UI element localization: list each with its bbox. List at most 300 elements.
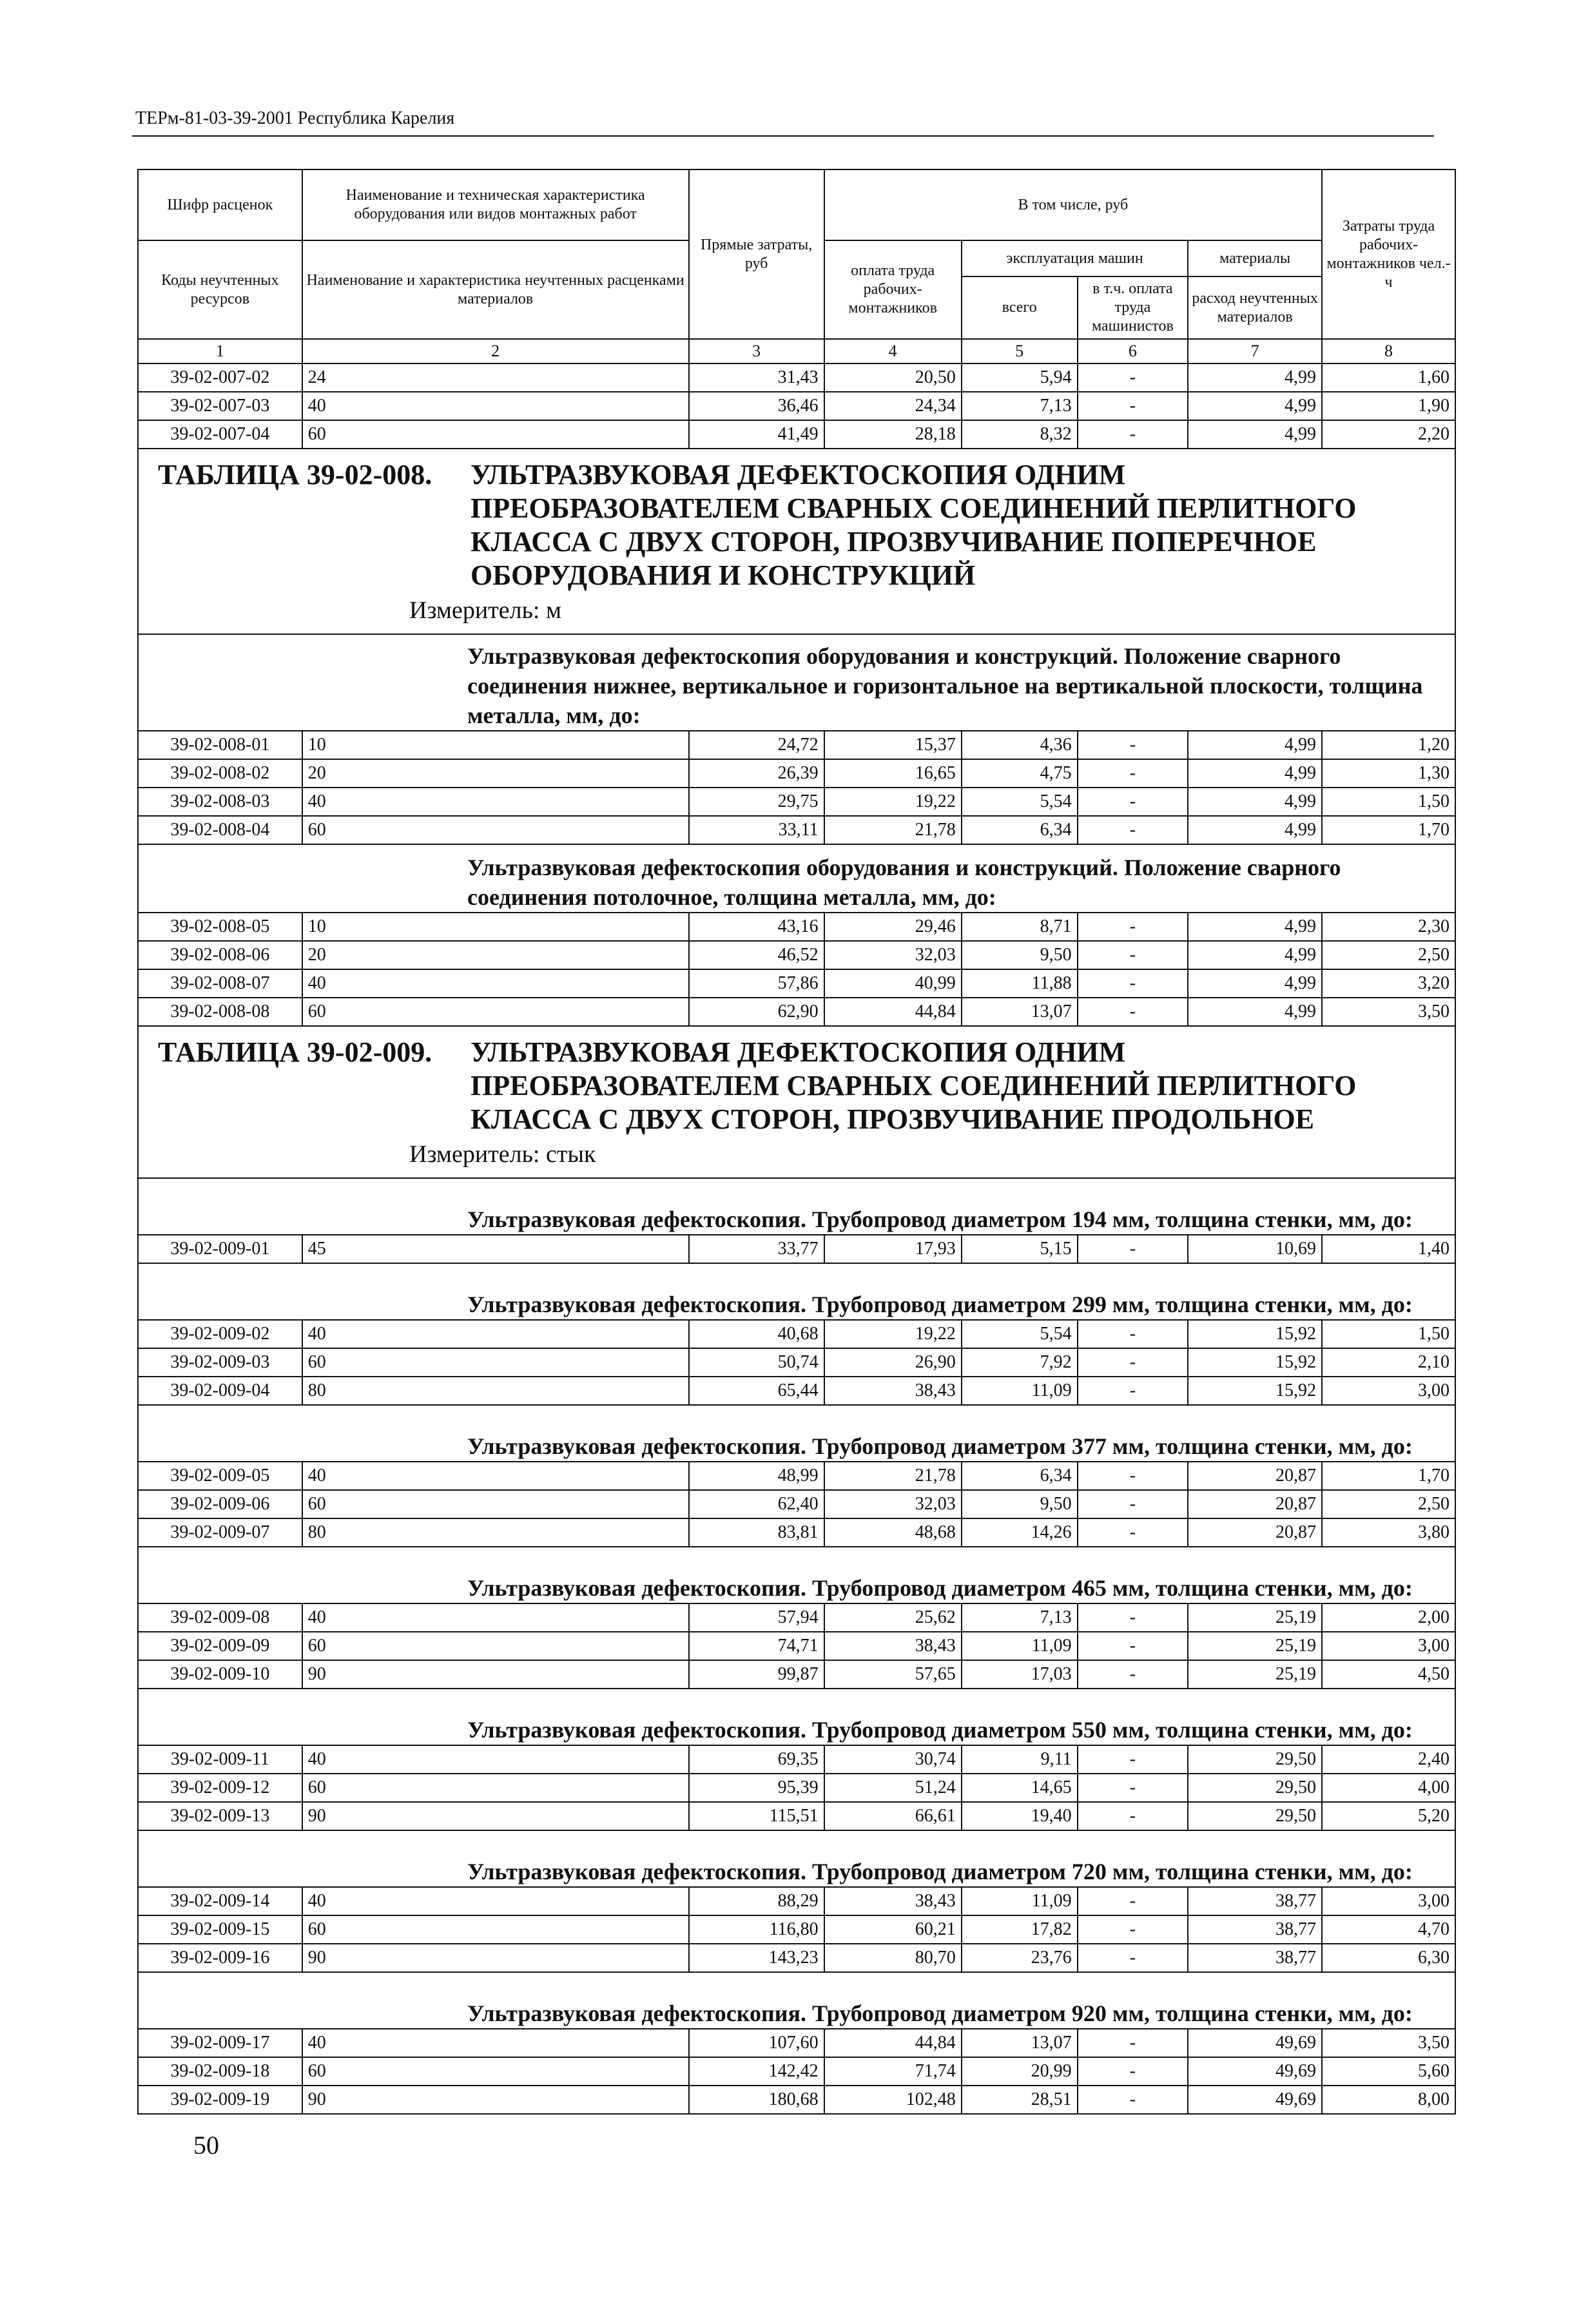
table-cell: 29,50 [1188, 1745, 1322, 1774]
table-cell: - [1078, 1462, 1188, 1490]
table-row [138, 1377, 1455, 1405]
table-cell: - [1078, 816, 1188, 844]
table-cell: 20 [302, 759, 689, 788]
table-cell: 10 [302, 913, 689, 941]
table-cell: 1,70 [1322, 816, 1455, 844]
table-cell: 33,77 [689, 1235, 824, 1263]
table-row [138, 1915, 1455, 1944]
table-cell: 2,50 [1322, 1490, 1455, 1518]
table-number: ТАБЛИЦА 39-02-009. [158, 1036, 432, 1068]
table-cell: 50,74 [689, 1348, 824, 1377]
table-cell: 107,60 [689, 2029, 824, 2057]
table-cell: - [1078, 1348, 1188, 1377]
table-cell: 3,00 [1322, 1377, 1455, 1405]
table-cell: - [1078, 2029, 1188, 2057]
table-cell: 4,99 [1188, 420, 1322, 449]
table-cell: 44,84 [824, 2029, 962, 2057]
table-cell: 39-02-009-19 [138, 2086, 302, 2114]
table-cell: 13,07 [962, 2029, 1078, 2057]
table-title-line: ОБОРУДОВАНИЯ И КОНСТРУКЦИЙ [470, 559, 976, 591]
table-row [138, 420, 1455, 449]
table-cell: 28,51 [962, 2086, 1078, 2114]
table-cell: 39-02-008-05 [138, 913, 302, 941]
table-cell: 39-02-009-05 [138, 1462, 302, 1490]
page-header: ТЕРм-81-03-39-2001 Республика Карелия [135, 108, 455, 128]
table-cell: 11,09 [962, 1632, 1078, 1660]
col-including: В том числе, руб [824, 169, 1322, 240]
table-cell: 20,50 [824, 363, 962, 392]
section-heading: Ультразвуковая дефектоскопия. Трубопровод диаметром 550 мм, толщина стенки, мм, до: [138, 1689, 1455, 1745]
table-cell: 3,00 [1322, 1632, 1455, 1660]
table-cell: 74,71 [689, 1632, 824, 1660]
table-row [138, 1887, 1455, 1915]
table-cell: 90 [302, 1944, 689, 1972]
table-cell: 39-02-009-07 [138, 1518, 302, 1547]
table-cell: 30,74 [824, 1745, 962, 1774]
table-cell: 6,34 [962, 1462, 1078, 1490]
table-title-line: ПРЕОБРАЗОВАТЕЛЕМ СВАРНЫХ СОЕДИНЕНИЙ ПЕРЛИТНОГО [470, 1070, 1357, 1101]
table-cell: 5,15 [962, 1235, 1078, 1263]
table-row [138, 1774, 1455, 1802]
table-cell: 11,09 [962, 1887, 1078, 1915]
table-cell: 39-02-009-14 [138, 1887, 302, 1915]
col-code-top: Шифр расценок [138, 169, 302, 240]
table-cell: 5,94 [962, 363, 1078, 392]
table-cell: 116,80 [689, 1915, 824, 1944]
column-number: 8 [1322, 339, 1455, 363]
table-cell: 1,20 [1322, 731, 1455, 759]
table-cell: 95,39 [689, 1774, 824, 1802]
table-cell: - [1078, 788, 1188, 816]
table-row [138, 2029, 1455, 2057]
table-cell: 4,99 [1188, 816, 1322, 844]
table-cell: 25,19 [1188, 1632, 1322, 1660]
table-row [138, 1462, 1455, 1490]
table-cell: - [1078, 731, 1188, 759]
table-cell: 4,36 [962, 731, 1078, 759]
table-row [138, 1518, 1455, 1547]
section-heading: Ультразвуковая дефектоскопия. Трубопровод диаметром 299 мм, толщина стенки, мм, до: [138, 1263, 1455, 1320]
table-cell: 10,69 [1188, 1235, 1322, 1263]
table-cell: 38,43 [824, 1377, 962, 1405]
table-cell: 90 [302, 1802, 689, 1830]
table-cell: - [1078, 1320, 1188, 1348]
table-cell: 7,13 [962, 392, 1078, 420]
table-cell: 3,20 [1322, 969, 1455, 998]
table-cell: 5,60 [1322, 2057, 1455, 2086]
table-cell: 40 [302, 1320, 689, 1348]
table-title-row [138, 1026, 1455, 1178]
table-cell: 39-02-007-04 [138, 420, 302, 449]
col-name-bottom: Наименование и характеристика неучтенных расценками материалов [302, 240, 689, 339]
table-cell: 17,82 [962, 1915, 1078, 1944]
section-heading: Ультразвуковая дефектоскопия. Трубопровод диаметром 720 мм, толщина стенки, мм, до: [138, 1830, 1455, 1887]
table-cell: 115,51 [689, 1802, 824, 1830]
table-cell: 65,44 [689, 1377, 824, 1405]
table-cell: 40 [302, 969, 689, 998]
table-cell: 29,75 [689, 788, 824, 816]
section-heading-row [138, 1830, 1455, 1887]
table-cell: 60 [302, 2057, 689, 2086]
col-materials: материалы [1188, 240, 1322, 276]
table-cell: 69,35 [689, 1745, 824, 1774]
table-cell: 15,92 [1188, 1348, 1322, 1377]
rates-table [137, 169, 1456, 2115]
table-cell: 33,11 [689, 816, 824, 844]
table-cell: 48,99 [689, 1462, 824, 1490]
table-cell: 39-02-009-18 [138, 2057, 302, 2086]
section-heading: Ультразвуковая дефектоскопия. Трубопровод диаметром 465 мм, толщина стенки, мм, до: [138, 1547, 1455, 1603]
table-cell: 40 [302, 2029, 689, 2057]
col-machines-wages: в т.ч. оплата труда машинистов [1078, 276, 1188, 339]
table-cell: - [1078, 1235, 1188, 1263]
table-cell: 88,29 [689, 1887, 824, 1915]
table-cell: 39-02-009-03 [138, 1348, 302, 1377]
table-cell: 24 [302, 363, 689, 392]
table-cell: 24,72 [689, 731, 824, 759]
table-cell: 4,99 [1188, 731, 1322, 759]
section-heading-row [138, 1263, 1455, 1320]
table-cell: 39-02-007-03 [138, 392, 302, 420]
table-cell: 29,50 [1188, 1774, 1322, 1802]
table-title-line: УЛЬТРАЗВУКОВАЯ ДЕФЕКТОСКОПИЯ ОДНИМ [470, 459, 1126, 490]
table-cell: 8,32 [962, 420, 1078, 449]
section-heading-row [138, 1405, 1455, 1462]
table-cell: 90 [302, 1660, 689, 1689]
table-cell: 38,77 [1188, 1887, 1322, 1915]
table-cell: - [1078, 2057, 1188, 2086]
header-rule [132, 135, 1434, 137]
table-cell: 57,65 [824, 1660, 962, 1689]
table-cell: 49,69 [1188, 2057, 1322, 2086]
table-cell: 40 [302, 1603, 689, 1632]
table-cell: 4,99 [1188, 941, 1322, 969]
table-cell: - [1078, 998, 1188, 1026]
table-cell: 44,84 [824, 998, 962, 1026]
table-cell: 2,40 [1322, 1745, 1455, 1774]
table-title-line: ПРЕОБРАЗОВАТЕЛЕМ СВАРНЫХ СОЕДИНЕНИЙ ПЕРЛИТНОГО [470, 492, 1357, 524]
column-number: 1 [138, 339, 302, 363]
table-cell: 29,46 [824, 913, 962, 941]
table-cell: 8,00 [1322, 2086, 1455, 2114]
table-cell: 51,24 [824, 1774, 962, 1802]
table-cell: 25,19 [1188, 1660, 1322, 1689]
table-cell: 15,37 [824, 731, 962, 759]
table-cell: 32,03 [824, 941, 962, 969]
table-cell: 20,87 [1188, 1518, 1322, 1547]
table-cell: 39-02-009-09 [138, 1632, 302, 1660]
table-cell: 2,30 [1322, 913, 1455, 941]
col-code-bottom: Коды неучтенных ресурсов [138, 240, 302, 339]
table-row [138, 1320, 1455, 1348]
table-cell: 39-02-009-04 [138, 1377, 302, 1405]
table-cell: 9,11 [962, 1745, 1078, 1774]
col-materials-unaccounted: расход неучтенных материалов [1188, 276, 1322, 339]
table-cell: 39-02-008-04 [138, 816, 302, 844]
table-row [138, 1944, 1455, 1972]
column-number: 7 [1188, 339, 1322, 363]
table-cell: 62,40 [689, 1490, 824, 1518]
table-cell: 19,40 [962, 1802, 1078, 1830]
table-row [138, 363, 1455, 392]
column-number: 6 [1078, 339, 1188, 363]
table-row [138, 816, 1455, 844]
table-row [138, 1490, 1455, 1518]
table-cell: 17,03 [962, 1660, 1078, 1689]
table-cell: 80,70 [824, 1944, 962, 1972]
table-row [138, 913, 1455, 941]
table-cell: 10 [302, 731, 689, 759]
table-cell: 5,54 [962, 788, 1078, 816]
table-cell: 46,52 [689, 941, 824, 969]
column-number: 4 [824, 339, 962, 363]
table-cell: 19,22 [824, 788, 962, 816]
table-cell: - [1078, 1887, 1188, 1915]
table-cell: 20,87 [1188, 1490, 1322, 1518]
table-cell: 142,42 [689, 2057, 824, 2086]
table-cell: 45 [302, 1235, 689, 1263]
table-cell: 21,78 [824, 1462, 962, 1490]
table-row [138, 788, 1455, 816]
table-cell: 4,99 [1188, 998, 1322, 1026]
column-numbers-row [138, 339, 1455, 363]
table-cell: - [1078, 941, 1188, 969]
section-heading: Ультразвуковая дефектоскопия оборудования и конструкций. Положение сварного соединения нижнее, вертикальное и горизонтальное на вертикальной плоскости, толщина металла, мм, до: [138, 634, 1455, 731]
table-cell: 60 [302, 998, 689, 1026]
section-heading-row [138, 1972, 1455, 2029]
table-cell: 39-02-008-01 [138, 731, 302, 759]
table-cell: 49,69 [1188, 2086, 1322, 2114]
table-cell: 60 [302, 1915, 689, 1944]
table-cell: 4,99 [1188, 759, 1322, 788]
table-cell: - [1078, 1490, 1188, 1518]
table-cell: 2,50 [1322, 941, 1455, 969]
section-heading: Ультразвуковая дефектоскопия. Трубопровод диаметром 920 мм, толщина стенки, мм, до: [138, 1972, 1455, 2029]
table-cell: 39-02-009-15 [138, 1915, 302, 1944]
table-cell: 60 [302, 1774, 689, 1802]
table-cell: - [1078, 392, 1188, 420]
table-row [138, 1660, 1455, 1689]
table-cell: 39-02-009-16 [138, 1944, 302, 1972]
table-cell: 25,62 [824, 1603, 962, 1632]
table-cell: 40 [302, 1462, 689, 1490]
table-cell: 39-02-009-06 [138, 1490, 302, 1518]
table-cell: 4,99 [1188, 913, 1322, 941]
table-title-text [470, 1036, 1356, 1136]
table-cell: 57,86 [689, 969, 824, 998]
table-title-line: КЛАССА С ДВУХ СТОРОН, ПРОЗВУЧИВАНИЕ ПРОДОЛЬНОЕ [470, 1103, 1315, 1135]
table-cell: 4,70 [1322, 1915, 1455, 1944]
column-number: 3 [689, 339, 824, 363]
table-cell: 16,65 [824, 759, 962, 788]
table-cell: 1,40 [1322, 1235, 1455, 1263]
table-cell: 4,00 [1322, 1774, 1455, 1802]
col-machines-total: всего [962, 276, 1078, 339]
table-cell: 8,71 [962, 913, 1078, 941]
table-cell: - [1078, 2086, 1188, 2114]
table-cell: 20,99 [962, 2057, 1078, 2086]
table-cell: 40 [302, 788, 689, 816]
table-cell: 20,87 [1188, 1462, 1322, 1490]
table-cell: 1,60 [1322, 363, 1455, 392]
table-cell: 39-02-008-03 [138, 788, 302, 816]
table-cell: 1,50 [1322, 1320, 1455, 1348]
section-heading-row [138, 1547, 1455, 1603]
table-cell: 4,75 [962, 759, 1078, 788]
table-cell: - [1078, 1802, 1188, 1830]
table-cell: - [1078, 363, 1188, 392]
section-heading-row [138, 634, 1455, 731]
table-cell: 32,03 [824, 1490, 962, 1518]
table-cell: 4,99 [1188, 788, 1322, 816]
table-cell: 71,74 [824, 2057, 962, 2086]
table-cell: 39-02-009-02 [138, 1320, 302, 1348]
column-number: 5 [962, 339, 1078, 363]
table-cell: 48,68 [824, 1518, 962, 1547]
table-cell: 57,94 [689, 1603, 824, 1632]
table-row [138, 1348, 1455, 1377]
section-heading-row [138, 1689, 1455, 1745]
table-cell: 39-02-008-07 [138, 969, 302, 998]
table-cell: - [1078, 1915, 1188, 1944]
table-title-text [470, 458, 1356, 592]
table-cell: - [1078, 420, 1188, 449]
table-cell: 83,81 [689, 1518, 824, 1547]
table-cell: 1,30 [1322, 759, 1455, 788]
table-cell: 4,50 [1322, 1660, 1455, 1689]
table-cell: - [1078, 1660, 1188, 1689]
section-heading: Ультразвуковая дефектоскопия оборудования и конструкций. Положение сварного соединения потолочное, толщина металла, мм, до: [138, 844, 1455, 913]
table-cell: - [1078, 1632, 1188, 1660]
table-cell: 21,78 [824, 816, 962, 844]
table-cell: 39-02-008-08 [138, 998, 302, 1026]
table-row [138, 392, 1455, 420]
table-cell: 38,77 [1188, 1915, 1322, 1944]
table-cell: 40 [302, 392, 689, 420]
table-cell: 31,43 [689, 363, 824, 392]
table-cell: 40 [302, 1887, 689, 1915]
table-cell: 3,50 [1322, 2029, 1455, 2057]
table-cell: 60 [302, 1348, 689, 1377]
table-cell: 3,80 [1322, 1518, 1455, 1547]
table-title-row [138, 449, 1455, 634]
table-cell: 39-02-009-11 [138, 1745, 302, 1774]
table-cell: 2,00 [1322, 1603, 1455, 1632]
table-cell: 38,43 [824, 1632, 962, 1660]
table-row [138, 1745, 1455, 1774]
table-row [138, 1802, 1455, 1830]
table-cell: 102,48 [824, 2086, 962, 2114]
table-cell: 60 [302, 816, 689, 844]
table-title [138, 1026, 1455, 1178]
table-cell: 29,50 [1188, 1802, 1322, 1830]
measure-unit: Измеритель: стык [409, 1141, 596, 1168]
table-cell: 14,26 [962, 1518, 1078, 1547]
table-cell: 5,54 [962, 1320, 1078, 1348]
table-cell: - [1078, 1944, 1188, 1972]
table-cell: 6,34 [962, 816, 1078, 844]
table-cell: - [1078, 969, 1188, 998]
table-number: ТАБЛИЦА 39-02-008. [158, 459, 432, 490]
table-cell: 1,50 [1322, 788, 1455, 816]
table-cell: 39-02-009-17 [138, 2029, 302, 2057]
table-cell: 90 [302, 2086, 689, 2114]
table-cell: 40 [302, 1745, 689, 1774]
col-direct: Прямые затраты, руб [689, 169, 824, 339]
table-cell: 26,39 [689, 759, 824, 788]
table-cell: 60 [302, 420, 689, 449]
table-cell: 3,00 [1322, 1887, 1455, 1915]
table-cell: - [1078, 1603, 1188, 1632]
table-cell: 7,13 [962, 1603, 1078, 1632]
col-labor: Затраты труда рабочих-монтажников чел.-ч [1322, 169, 1455, 339]
page-number: 50 [193, 2131, 219, 2160]
table-cell: 3,50 [1322, 998, 1455, 1026]
table-cell: 26,90 [824, 1348, 962, 1377]
col-machines: эксплуатация машин [962, 240, 1188, 276]
table-cell: 60,21 [824, 1915, 962, 1944]
table-cell: 4,99 [1188, 363, 1322, 392]
table-row [138, 998, 1455, 1026]
table-cell: 11,88 [962, 969, 1078, 998]
column-number: 2 [302, 339, 689, 363]
table-cell: 39-02-009-13 [138, 1802, 302, 1830]
col-wages: оплата труда рабочих-монтажников [824, 240, 962, 339]
table-cell: 60 [302, 1490, 689, 1518]
table-cell: 2,10 [1322, 1348, 1455, 1377]
table-cell: 60 [302, 1632, 689, 1660]
table-row [138, 2057, 1455, 2086]
section-heading-row [138, 1178, 1455, 1235]
table-cell: 1,70 [1322, 1462, 1455, 1490]
section-heading: Ультразвуковая дефектоскопия. Трубопровод диаметром 377 мм, толщина стенки, мм, до: [138, 1405, 1455, 1462]
table-cell: - [1078, 1774, 1188, 1802]
table-title-line: КЛАССА С ДВУХ СТОРОН, ПРОЗВУЧИВАНИЕ ПОПЕРЕЧНОЕ [470, 526, 1317, 557]
table-cell: 13,07 [962, 998, 1078, 1026]
table-cell: 1,90 [1322, 392, 1455, 420]
table-row [138, 1632, 1455, 1660]
table-cell: 39-02-007-02 [138, 363, 302, 392]
table-cell: 80 [302, 1377, 689, 1405]
table-cell: 40,68 [689, 1320, 824, 1348]
table-cell: - [1078, 913, 1188, 941]
table-cell: 28,18 [824, 420, 962, 449]
table-cell: 39-02-009-08 [138, 1603, 302, 1632]
table-row [138, 1603, 1455, 1632]
header-row-1 [138, 169, 1455, 240]
table-cell: 11,09 [962, 1377, 1078, 1405]
table-cell: 66,61 [824, 1802, 962, 1830]
table-cell: 40,99 [824, 969, 962, 998]
table-cell: 23,76 [962, 1944, 1078, 1972]
table-row [138, 941, 1455, 969]
table-cell: 43,16 [689, 913, 824, 941]
table-cell: 9,50 [962, 941, 1078, 969]
table-cell: 4,99 [1188, 969, 1322, 998]
table-cell: 4,99 [1188, 392, 1322, 420]
table-row [138, 969, 1455, 998]
table-cell: 9,50 [962, 1490, 1078, 1518]
table-cell: 143,23 [689, 1944, 824, 1972]
table-title [138, 449, 1455, 634]
table-cell: - [1078, 759, 1188, 788]
table-cell: 38,77 [1188, 1944, 1322, 1972]
table-cell: - [1078, 1518, 1188, 1547]
table-cell: 19,22 [824, 1320, 962, 1348]
table-cell: 6,30 [1322, 1944, 1455, 1972]
table-cell: 49,69 [1188, 2029, 1322, 2057]
table-cell: 39-02-009-10 [138, 1660, 302, 1689]
